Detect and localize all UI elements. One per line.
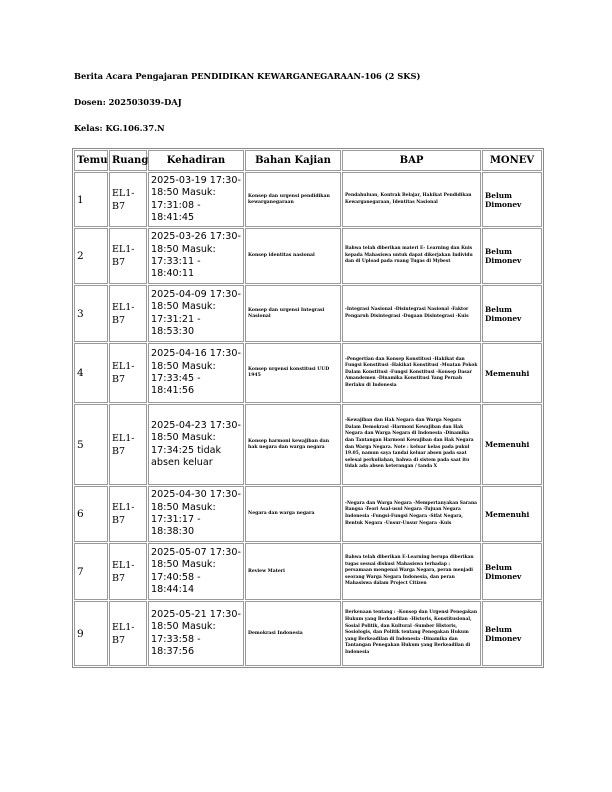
cell-ruang: EL1-B7	[109, 404, 147, 485]
teaching-record-table	[72, 148, 544, 668]
cell-kehadiran: 2025-05-07 17:30-18:50 Masuk: 17:40:58 - 18:44:14	[148, 543, 244, 600]
cell-temu: 4	[74, 343, 108, 403]
cell-bap: Bahwa telah diberikan materi E- Learning dan Kuis kepada Mahasiswa untuk dapat dikerjakan Individu dan di Upload pada ruang Tugas di Mybest	[342, 228, 481, 284]
table-row	[74, 285, 542, 342]
cell-temu: 2	[74, 228, 108, 284]
cell-kehadiran: 2025-04-23 17:30-18:50 Masuk: 17:34:25 tidak absen keluar	[148, 404, 244, 485]
cell-temu: 9	[74, 601, 108, 666]
cell-ruang: EL1-B7	[109, 285, 147, 342]
cell-temu: 6	[74, 486, 108, 542]
table-row	[74, 486, 542, 542]
col-header-temu: Temu	[74, 150, 108, 171]
cell-ruang: EL1-B7	[109, 343, 147, 403]
cell-bap: Bahwa telah diberikan E-Learning berupa diberikan tugas sesuai diskusi Mahasiswa terhadap : persamaan mengenai Warga Negara, peran menjadi seorang Warga Negara Indonesia, dan peran Mahasiswa dalam Project Citizen	[342, 543, 481, 600]
cell-bahan-kajian: Konsep dan urgensi Integrasi Nasional	[245, 285, 341, 342]
cell-temu: 3	[74, 285, 108, 342]
table-row	[74, 343, 542, 403]
cell-bahan-kajian: Demokrasi Indonesia	[245, 601, 341, 666]
table-row	[74, 543, 542, 600]
cell-monev: Belum Dimonev	[482, 601, 542, 666]
cell-bahan-kajian: Konsep harmoni kewajiban dan hak negara dan warga negara	[245, 404, 341, 485]
cell-temu: 1	[74, 172, 108, 227]
cell-bap: -Pengertian dan Konsep Konstitusi -Hakikat dan Fungsi Konstitusi -Hakikat Konstitusi -Muatan Pokok Dalam Konstitusi -Fungsi Konstitusi -Konsep Dasar Amandemen -Dinamika Konstitusi Yang Pernah Berlaku di Indonesia	[342, 343, 481, 403]
cell-ruang: EL1-B7	[109, 172, 147, 227]
cell-monev: Memenuhi	[482, 404, 542, 485]
col-header-kehadiran: Kehadiran	[148, 150, 244, 171]
table-row	[74, 601, 542, 666]
col-header-bap: BAP	[342, 150, 481, 171]
table-row	[74, 404, 542, 485]
cell-bahan-kajian: Konsep urgensi konstitusi UUD 1945	[245, 343, 341, 403]
cell-ruang: EL1-B7	[109, 601, 147, 666]
cell-bahan-kajian: Review Materi	[245, 543, 341, 600]
col-header-ruang: Ruang	[109, 150, 147, 171]
cell-ruang: EL1-B7	[109, 543, 147, 600]
cell-kehadiran: 2025-04-16 17:30-18:50 Masuk: 17:33:45 - 18:41:56	[148, 343, 244, 403]
cell-temu: 5	[74, 404, 108, 485]
cell-bahan-kajian: Konsep dan urgensi pendidikan kewarganegaraan	[245, 172, 341, 227]
cell-kehadiran: 2025-03-26 17:30-18:50 Masuk: 17:33:11 - 18:40:11	[148, 228, 244, 284]
cell-bap: -Integrasi Nasional -Disintegrasi Nasional -Faktor Pengaruh Disintegrasi -Dugaan Disintegrasi -Kuis	[342, 285, 481, 342]
cell-bap: -Kewajiban dan Hak Negara dan Warga Negara Dalam Demokrasi -Harmoni Kewajiban dan Hak Negara dan Warga Negara di Indonesia -Dinamika dan Tantangan Harmoni Kewajiban dan Hak Negara dan Warga Negara. Note : keluar kelas pada pukul 19.05, namun saya tandai keluar absen pada saat selesai perkuliahan, bahwa di sistem pada saat itu tidak ada absen keterangan / tanda X	[342, 404, 481, 485]
cell-kehadiran: 2025-04-30 17:30-18:50 Masuk: 17:31:17 - 18:38:30	[148, 486, 244, 542]
cell-bap: Berkenaan tentang : -Konsep dan Urgensi Penegakan Hukum yang Berkeadilan -Historis, Konstitusional, Sosial Politik, dan Kultural -Sumber Historis, Sosiologis, dan Politik tentang Penegakan Hukum yang Berkeadilan di Indonesia -Dinamika dan Tantangan Penegakan Hukum yang Berkeadilan di Indonesia	[342, 601, 481, 666]
col-header-monev: MONEV	[482, 150, 542, 171]
cell-monev: Memenuhi	[482, 486, 542, 542]
col-header-bahan-kajian: Bahan Kajian	[245, 150, 341, 171]
lecturer-line: Dosen: 202503039-DAJ	[74, 97, 182, 107]
class-line: Kelas: KG.106.37.N	[74, 123, 165, 133]
cell-kehadiran: 2025-05-21 17:30-18:50 Masuk: 17:33:58 - 18:37:56	[148, 601, 244, 666]
cell-monev: Belum Dimonev	[482, 543, 542, 600]
cell-monev: Belum Dimonev	[482, 228, 542, 284]
table-row	[74, 172, 542, 227]
cell-monev: Memenuhi	[482, 343, 542, 403]
cell-ruang: EL1-B7	[109, 486, 147, 542]
document-title: Berita Acara Pengajaran PENDIDIKAN KEWARGANEGARAAN-106 (2 SKS)	[74, 71, 421, 81]
cell-bahan-kajian: Negara dan warga negara	[245, 486, 341, 542]
cell-kehadiran: 2025-03-19 17:30-18:50 Masuk: 17:31:08 - 18:41:45	[148, 172, 244, 227]
cell-ruang: EL1-B7	[109, 228, 147, 284]
cell-monev: Belum Dimonev	[482, 285, 542, 342]
cell-bap: Pendahuluan, Kontrak Belajar, Hakikat Pendidikan Kewarganegaraan, Identitas Nasional	[342, 172, 481, 227]
cell-bahan-kajian: Konsep identitas nasional	[245, 228, 341, 284]
cell-monev: Belum Dimonev	[482, 172, 542, 227]
cell-kehadiran: 2025-04-09 17:30-18:50 Masuk: 17:31:21 - 18:53:30	[148, 285, 244, 342]
cell-bap: -Negara dan Warga Negara -Mempertanyakan Sarana Bangsa -Teori Asal-usul Negara -Tujuan Negara Indonesia -Fungsi-Fungsi Negara -Sifat Negara, Bentuk Negara -Unsur-Unsur Negara -Kuis	[342, 486, 481, 542]
table-header-row	[74, 150, 542, 171]
table-row	[74, 228, 542, 284]
cell-temu: 7	[74, 543, 108, 600]
